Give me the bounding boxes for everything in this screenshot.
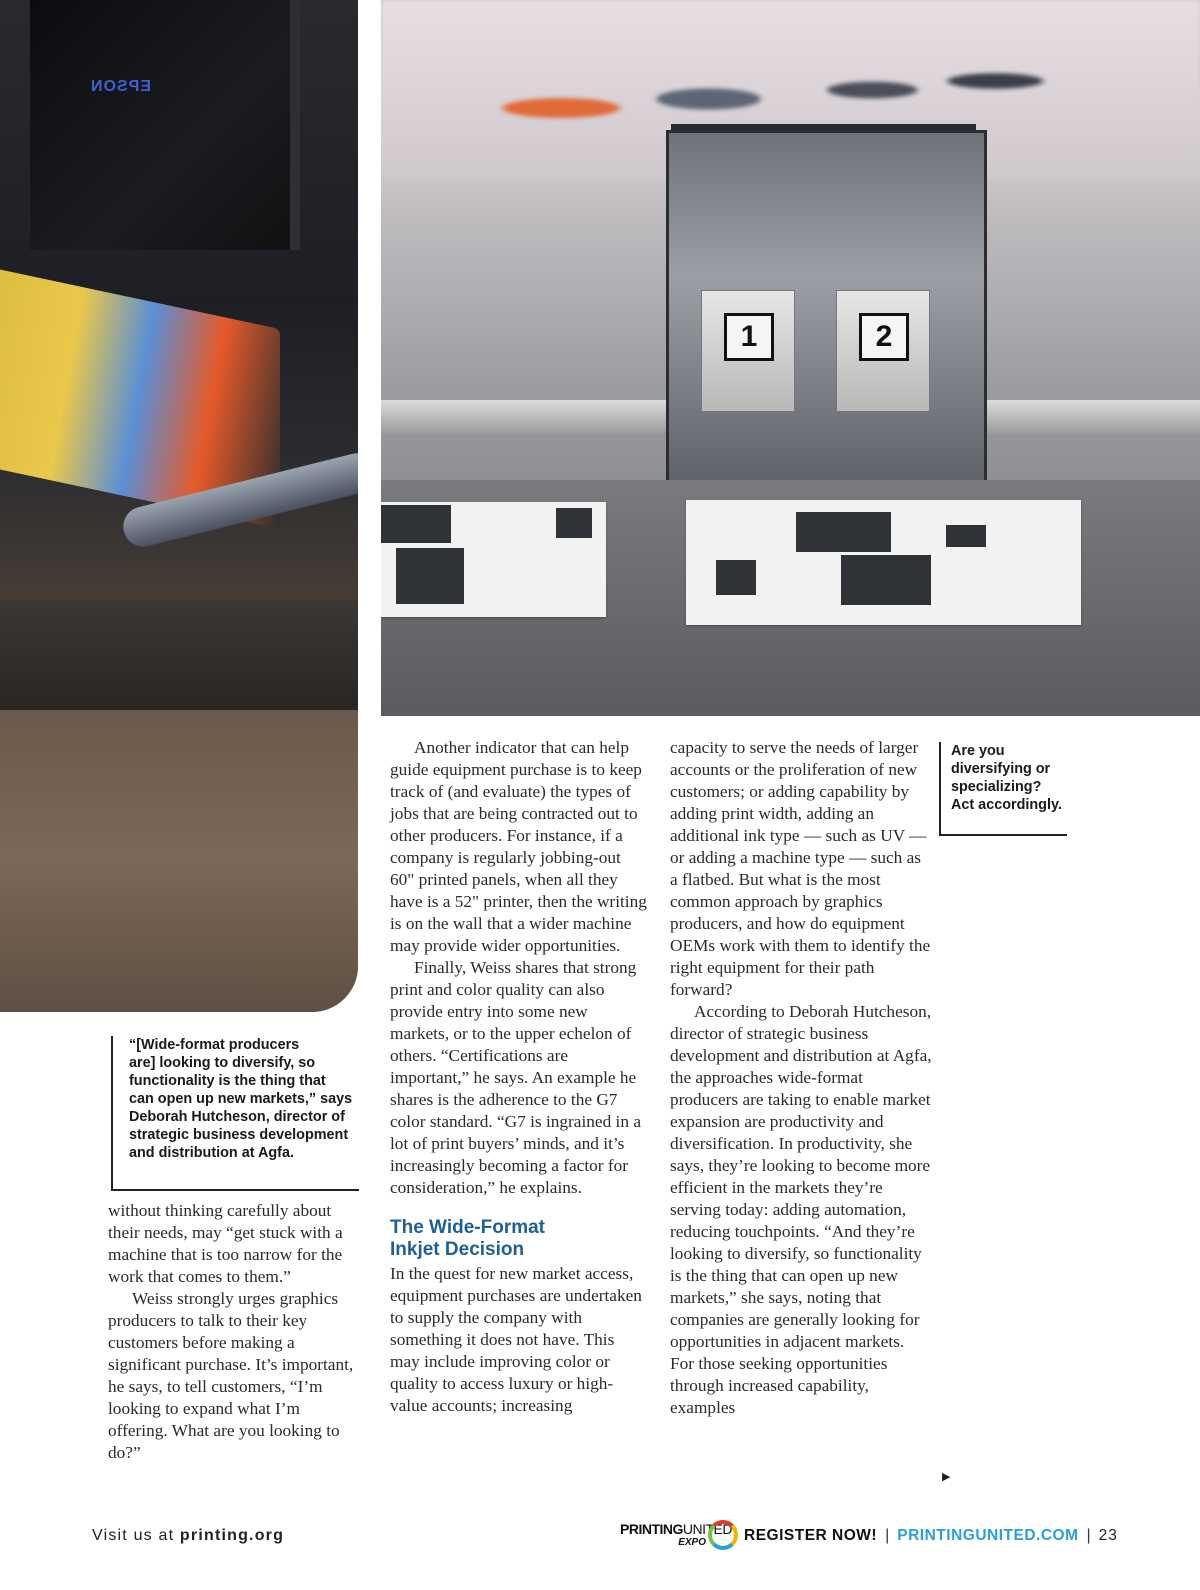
sidebar-callout: [939, 742, 1067, 836]
pull-quote: [111, 1036, 359, 1191]
logo-ring-icon: [708, 1520, 738, 1550]
sidebar-callout-line: Act accordingly.: [951, 797, 1062, 813]
pull-quote-line: can open up new markets,” says: [129, 1091, 353, 1107]
pull-quote-line: strategic business development: [129, 1127, 349, 1143]
register-now-link[interactable]: REGISTER NOW!: [744, 1527, 878, 1544]
logo-expo: EXPO: [678, 1537, 707, 1548]
head-unit-1: [701, 290, 795, 412]
pull-quote-line: Deborah Hutcheson, director of: [129, 1109, 345, 1125]
article-column-left: [108, 1200, 360, 1464]
sidebar-callout-line: Are you: [951, 743, 1005, 759]
article-paragraph: capacity to serve the needs of larger accounts or the proliferation of new customers; or adding capability by adding print width, adding an additional ink type — such as UV — or adding a machine type — such as a flatbed. But what is the most common approach by graphics producers, and how do equipment OEMs work with them to identify the right equipment for their path forward?: [670, 738, 931, 999]
printed-card: [396, 548, 464, 604]
article-column-right: [670, 737, 932, 1419]
floor: [0, 710, 358, 1012]
right-photo: [381, 0, 1200, 716]
pull-quote-line: are] looking to diversify, so: [129, 1055, 316, 1071]
left-photo: [0, 0, 358, 1012]
article-paragraph: without thinking carefully about their needs, may “get stuck with a machine that is too narrow for the work that comes to them.”: [108, 1201, 343, 1286]
footer-visit-prefix: Visit us at: [92, 1527, 180, 1544]
pull-quote-line: and distribution at Agfa.: [129, 1145, 294, 1161]
subhead-line: Inkjet Decision: [390, 1239, 525, 1260]
pull-quote-line: functionality is the thing that: [129, 1073, 326, 1089]
printingunited-link[interactable]: PRINTINGUNITED.COM: [897, 1527, 1079, 1544]
logo-united: UNITED: [682, 1521, 733, 1537]
printed-card: [796, 512, 891, 552]
printer-frame: [30, 0, 300, 250]
footer-promo: [620, 1516, 1118, 1556]
work-table: [0, 600, 358, 710]
sidebar-callout-line: diversifying or: [951, 761, 1051, 777]
head-label-2: 2: [859, 313, 909, 361]
printer-brand-mark: EPSON: [90, 78, 152, 95]
article-column-middle: [390, 737, 648, 1417]
article-paragraph: Another indicator that can help guide equipment purchase is to keep track of (and evaluate) the types of jobs that are being contracted out to other producers. For instance, if a company is regularly jobbing-out 60" printed panels, when all they have is a 52" printer, then the writing is on the wall that a wider machine may provide wider opportunities.: [390, 738, 647, 955]
printing-united-expo-logo: [620, 1523, 732, 1549]
footer-separator: |: [1086, 1527, 1091, 1544]
article-paragraph: Weiss strongly urges graphics producers to talk to their key customers before making a significant purchase. It’s important, he says, to tell customers, “I’m looking to expand what I’m offering. What are you looking to do?”: [108, 1289, 354, 1462]
footer-visit-link[interactable]: printing.org: [179, 1527, 285, 1544]
footer-visit: [92, 1527, 284, 1545]
page-number: 23: [1098, 1527, 1118, 1544]
head-unit-2: [836, 290, 930, 412]
printed-card: [946, 525, 986, 547]
printed-card: [556, 508, 592, 538]
printed-card: [841, 555, 931, 605]
section-subhead: [390, 1217, 648, 1261]
sidebar-callout-line: specializing?: [951, 779, 1042, 795]
printed-card: [716, 560, 756, 595]
pull-quote-line: “[Wide-format producers: [129, 1037, 300, 1053]
article-paragraph: Finally, Weiss shares that strong print and color quality can also provide entry into some new markets, or to the upper echelon of others. “Certifications are important,” he says. An example he shares is the adherence to the G7 color standard. “G7 is ingrained in a lot of print buyers’ minds, and it’s increasingly becoming a factor for consideration,” he explains.: [390, 958, 641, 1197]
article-paragraph: In the quest for new market access, equipment purchases are undertaken to supply the company with something it does not have. This may include improving color or quality to access luxury or high-value accounts; increasing: [390, 1264, 642, 1415]
continue-arrow-icon: ▶: [942, 1470, 951, 1483]
subhead-line: The Wide-Format: [390, 1217, 545, 1238]
logo-printing: PRINTING: [620, 1521, 683, 1537]
printed-card: [381, 505, 451, 543]
head-label-1: 1: [724, 313, 774, 361]
footer-separator: |: [885, 1527, 890, 1544]
article-paragraph: According to Deborah Hutcheson, director of strategic business development and distribution at Agfa, the approaches wide-format producers are taking to enable market expansion are productivity and diversification. In productivity, she says, they’re looking to become more efficient in the markets they’re serving today: adding automation, reducing touchpoints. “And they’re looking to diversify, so functionality is the thing that can open up new markets,” she says, noting that companies are generally looking for opportunities in adjacent markets. For those seeking opportunities through increased capability, examples: [670, 1002, 932, 1417]
